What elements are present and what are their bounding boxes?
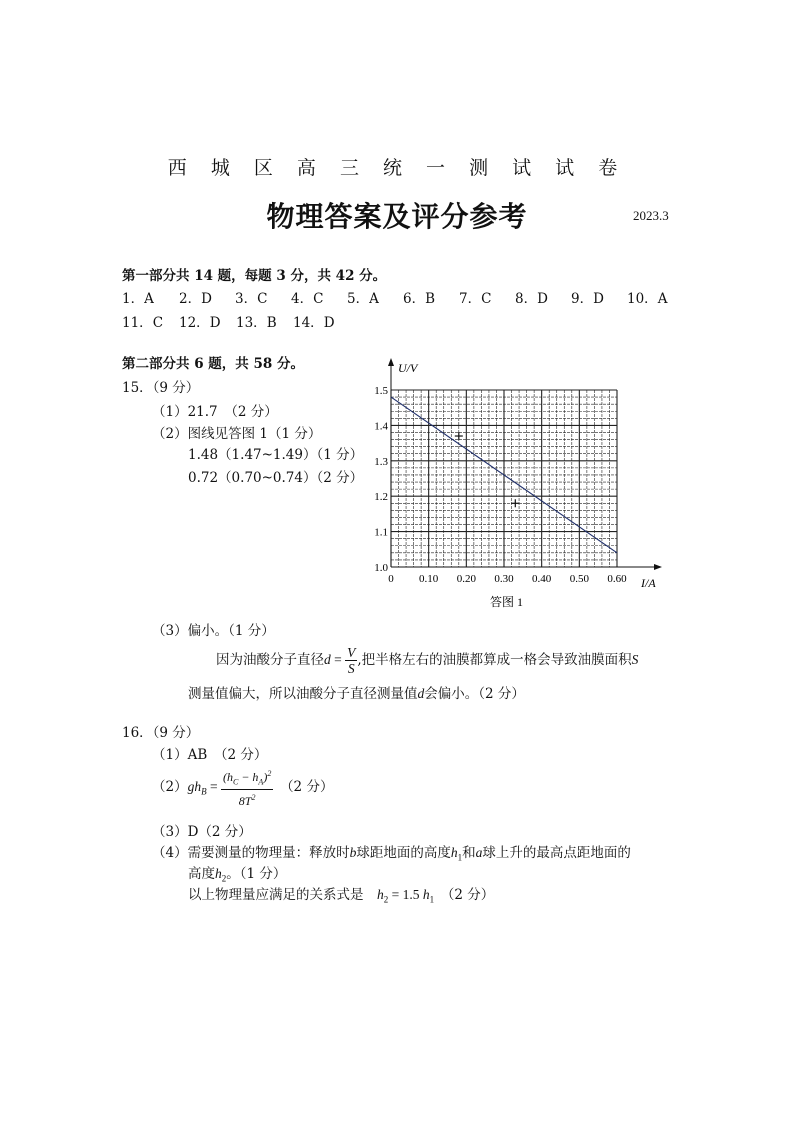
answer-value: D	[593, 291, 604, 307]
chart-caption: 答图 1	[490, 595, 524, 609]
q16-sub2: $(2)gh_B$ = $\frac{(h_C - h_A)^2}{8T^2}$ （2 分）	[152, 766, 333, 810]
data-point	[511, 499, 519, 507]
var-s: S	[631, 652, 639, 667]
reason-text: 测量值偏大，所以油酸分子直径测量值	[188, 686, 418, 702]
var-d: d	[417, 686, 425, 701]
var-h: h	[450, 845, 458, 860]
formula-lhs-text: gh	[187, 779, 202, 795]
answer-value: C	[481, 291, 492, 307]
var-b: b	[349, 845, 357, 860]
var-h: h	[215, 866, 222, 881]
answer-item	[293, 311, 335, 331]
formula-d: d	[324, 652, 331, 667]
answer-num: 12．	[179, 315, 210, 331]
q15-sub3: （3）偏小。（1 分）	[152, 623, 275, 639]
x-axis-arrow	[654, 564, 662, 570]
q15-sub2-line3: 0.72（0.70~0.74）（2 分）	[188, 470, 364, 486]
var-h: h	[377, 887, 384, 902]
q16-sub3: （3）D（2 分）	[152, 824, 252, 840]
answer-value: A	[144, 291, 154, 307]
answer-item	[347, 287, 403, 307]
text: （4）需要测量的物理量：释放时	[152, 845, 350, 861]
part2-heading: 第二部分共 6 题，共 58 分。	[122, 356, 304, 372]
answer-num: 10．	[627, 291, 658, 307]
score: （2 分）	[286, 779, 334, 796]
formula-numerator: V	[347, 645, 356, 660]
text: 。（1 分）	[226, 866, 287, 882]
answer-value: B	[266, 315, 277, 331]
answer-item	[403, 287, 459, 307]
formula-fraction	[345, 645, 357, 676]
chart-y-axis-label: U/V	[398, 361, 418, 375]
y-axis-arrow	[388, 358, 394, 366]
answers-row-1	[122, 287, 667, 307]
answer-num: 7．	[459, 291, 482, 307]
data-point	[455, 432, 463, 440]
reason-text: 因为油酸分子直径	[216, 652, 324, 668]
y-tick-label: 1.0	[374, 562, 388, 574]
text: 球上升的最高点距地面的	[482, 845, 631, 861]
num-part: (h	[222, 770, 233, 784]
answer-value: D	[323, 315, 335, 331]
answer-num: 11．	[122, 315, 153, 331]
answer-num: 13．	[236, 315, 267, 331]
answer-item	[179, 287, 235, 307]
q16-label: 16．（9 分）	[122, 725, 200, 741]
x-tick-label: 0.20	[456, 573, 476, 585]
answer-item	[235, 287, 291, 307]
text: 高度	[188, 866, 215, 882]
num-sup: 2	[267, 769, 272, 778]
y-tick-label: 1.3	[374, 455, 388, 468]
answer-value: A	[369, 291, 379, 307]
formula-eq: =	[330, 652, 346, 667]
q15-reason-line1	[216, 644, 638, 676]
formula-denominator: S	[347, 661, 355, 676]
x-tick-label: 0.40	[532, 573, 552, 585]
num-part: )	[263, 770, 268, 784]
var-h: h	[422, 887, 430, 902]
chart-grid	[391, 390, 617, 567]
den-sup: 2	[251, 793, 256, 803]
formula-lhs-sub: B	[201, 786, 207, 797]
answer-num: 2．	[179, 291, 202, 307]
text: 以上物理量应满足的关系式是	[188, 887, 364, 903]
answer-item	[627, 287, 667, 307]
chart-x-axis-label: I/A	[641, 576, 656, 590]
text: （2 分）	[447, 887, 495, 903]
answer-num: 5．	[347, 291, 370, 307]
answer-value: A	[657, 291, 668, 307]
x-tick-label: 0	[388, 573, 394, 585]
chart-ticks	[374, 385, 627, 585]
answer-value: D	[537, 291, 548, 307]
x-tick-label: 0.30	[494, 573, 514, 585]
u-i-graph	[362, 352, 672, 614]
formula-fraction	[221, 766, 273, 809]
q16-sub4-line1	[152, 841, 631, 863]
x-tick-label: 0.10	[419, 573, 439, 585]
q15-sub2: （2）图线见答图 1（1 分）	[152, 426, 322, 442]
var-sub: 2	[221, 873, 227, 884]
var-sub: 2	[383, 894, 389, 905]
answer-num: 6．	[403, 291, 426, 307]
q15-sub2-line2: 1.48（1.47~1.49）（1 分）	[188, 447, 364, 463]
sub-prefix: （2）	[152, 779, 188, 796]
formula-denominator	[221, 790, 273, 809]
num-part: − h	[238, 770, 259, 784]
answer-item	[122, 287, 179, 307]
answer-value: C	[257, 291, 268, 307]
q15-sub1: （1）21.7 （2 分）	[152, 404, 278, 420]
main-title: 物理答案及评分参考	[266, 200, 528, 233]
formula-lhs	[187, 779, 207, 797]
exam-date: 2023.3	[633, 208, 669, 223]
q15-reason-line2	[188, 682, 525, 702]
answer-value: D	[209, 315, 221, 331]
y-tick-label: 1.1	[374, 526, 388, 539]
q16-sub4-line2	[188, 862, 286, 884]
answer-value: C	[152, 315, 164, 331]
part1-heading: 第一部分共 14 题，每题 3 分，共 42 分。	[122, 268, 387, 284]
reason-text: 会偏小。（2 分）	[424, 686, 525, 702]
q16-sub4-line3	[188, 883, 494, 905]
relation-eq: = 1.5	[388, 887, 423, 902]
x-tick-label: 0.60	[607, 573, 627, 585]
q15-label: 15．（9 分）	[122, 380, 200, 396]
answer-value: D	[201, 291, 212, 307]
y-tick-label: 1.5	[374, 385, 388, 397]
text: 和	[462, 845, 476, 861]
reason-text: ,把半格左右的油膜都算成一格会导致油膜面积	[357, 652, 632, 668]
answers-row-2	[122, 311, 335, 331]
answer-num: 9．	[571, 291, 594, 307]
text: 球距地面的高度	[356, 845, 451, 861]
answer-item	[459, 287, 515, 307]
var-sub: 1	[429, 894, 435, 905]
formula-numerator	[221, 766, 273, 790]
answer-num: 1．	[122, 291, 145, 307]
var-h1	[450, 845, 463, 863]
var-sub: 1	[457, 852, 463, 863]
answer-item	[236, 311, 293, 331]
relation	[377, 887, 435, 905]
answer-item	[122, 311, 179, 331]
answer-item	[515, 287, 571, 307]
answer-item	[571, 287, 627, 307]
den-part: 8T	[238, 794, 252, 809]
var-h2	[215, 866, 227, 884]
answer-num: 8．	[515, 291, 538, 307]
answer-item	[291, 287, 347, 307]
answer-item	[179, 311, 236, 331]
y-tick-label: 1.2	[374, 491, 388, 504]
y-tick-label: 1.4	[374, 420, 388, 433]
answer-num: 4．	[291, 291, 314, 307]
answer-num: 3．	[235, 291, 258, 307]
num-sub: A	[258, 777, 264, 787]
x-tick-label: 0.50	[569, 573, 589, 585]
q16-sub1: （1）AB （2 分）	[152, 747, 268, 763]
answer-num: 14．	[293, 315, 324, 331]
var-a: a	[475, 845, 483, 860]
answer-value: C	[313, 291, 324, 307]
answer-value: B	[425, 291, 436, 307]
num-sub: C	[232, 777, 239, 787]
exam-title: 西 城 区 高 三 统 一 测 试 试 卷	[167, 157, 627, 179]
